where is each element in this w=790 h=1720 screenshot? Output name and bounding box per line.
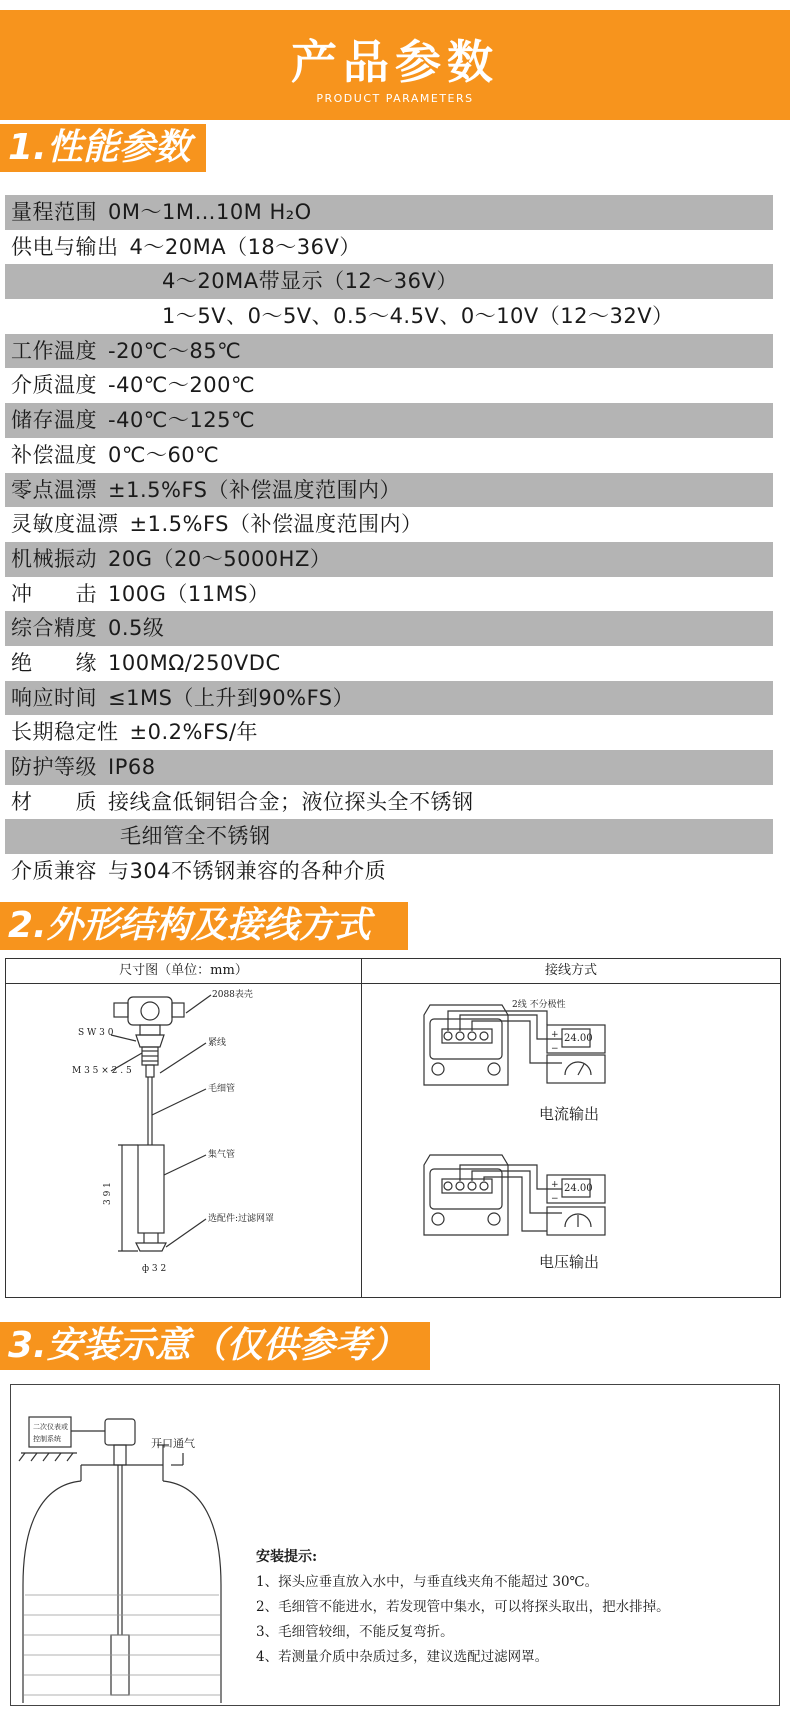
param-label: 机械振动: [11, 546, 97, 571]
param-label: 长期稳定性: [11, 720, 119, 745]
param-row: [5, 611, 773, 646]
wiring-header: 接线方式: [362, 959, 780, 984]
param-value: -40℃～125℃: [108, 408, 256, 433]
tips-title: 安装提示:: [256, 1549, 318, 1565]
param-label: 零点温漂: [11, 477, 97, 502]
tip-item: 2、毛细管不能进水，若发现管中集水，可以将探头取出，把水排掉。: [256, 1599, 670, 1615]
param-value: 100MΩ/250VDC: [108, 650, 281, 675]
header-banner: [0, 10, 790, 120]
param-row: [5, 750, 773, 785]
param-label: 补偿温度: [11, 442, 97, 467]
svg-text:+: +: [551, 1030, 559, 1040]
param-value: ±1.5%FS（补偿温度范围内）: [108, 477, 401, 502]
label-gland: 紧线: [208, 1038, 227, 1048]
param-label: 储存温度: [11, 408, 97, 433]
param-row: [5, 334, 773, 369]
display-value-voltage: 24.00: [564, 1183, 593, 1194]
param-value: 接线盒低铜铝合金；液位探头全不锈钢: [108, 789, 474, 814]
label-probe: 集气管: [208, 1150, 236, 1160]
diagram-panel: [5, 958, 781, 1298]
param-value: -20℃～85℃: [108, 338, 242, 363]
parameter-table: [5, 195, 773, 889]
param-row: [5, 819, 773, 854]
installation-panel: [10, 1384, 780, 1706]
label-filter: 选配件:过滤网罩: [208, 1214, 275, 1224]
section-2-heading: 2.外形结构及接线方式: [0, 902, 408, 950]
param-label: 冲 击: [11, 581, 97, 606]
tip-item: 4、若测量介质中杂质过多，建议选配过滤网罩。: [256, 1649, 549, 1665]
param-label: 灵敏度温漂: [11, 512, 119, 537]
param-label: 介质兼容: [11, 859, 97, 884]
param-row: [5, 715, 773, 750]
page-subtitle: PRODUCT PARAMETERS: [316, 92, 474, 105]
section-3-heading: 3.安装示意（仅供参考）: [0, 1322, 430, 1370]
param-value: 与304不锈钢兼容的各种介质: [108, 859, 387, 884]
param-value: 0℃～60℃: [108, 442, 220, 467]
label-housing: 2088表壳: [212, 990, 253, 1000]
param-row: [5, 854, 773, 889]
label-diameter: ф 3 2: [142, 1264, 167, 1274]
label-capillary: 毛细管: [208, 1084, 236, 1094]
instrument-label-1: 二次仪表或: [33, 1423, 68, 1431]
svg-text:−: −: [551, 1194, 559, 1204]
param-value: 4～20MA带显示（12～36V）: [162, 269, 458, 294]
label-thread: M 3 5 × 2 . 5: [72, 1066, 132, 1076]
param-label: 量程范围: [11, 200, 97, 224]
page-title: 产品参数: [291, 35, 499, 89]
dimension-drawing: [6, 985, 361, 1297]
svg-text:+: +: [551, 1180, 559, 1190]
param-row: [5, 542, 773, 577]
param-value: 20G（20～5000HZ）: [108, 546, 332, 571]
param-value: 毛细管全不锈钢: [120, 824, 271, 849]
param-value: -40℃～200℃: [108, 373, 256, 398]
param-row: [5, 195, 773, 230]
param-value: 0.5级: [108, 616, 165, 641]
section-1-heading: 1.性能参数: [0, 124, 206, 172]
param-label: 材 质: [11, 789, 97, 814]
param-value: ≤1MS（上升到90%FS）: [108, 685, 355, 710]
param-label: 介质温度: [11, 373, 97, 398]
wiring-note: 2线 不分极性: [512, 1000, 566, 1010]
tip-item: 3、毛细管较细，不能反复弯折。: [256, 1624, 454, 1640]
param-row: [5, 299, 773, 334]
svg-text:−: −: [551, 1044, 559, 1054]
param-value: ±1.5%FS（补偿温度范围内）: [129, 512, 423, 537]
instrument-label-2: 控制系统: [33, 1435, 61, 1443]
vent-label: 开口通气: [151, 1437, 195, 1450]
param-row: [5, 230, 773, 265]
installation-drawing: [11, 1385, 251, 1705]
param-row: [5, 473, 773, 508]
installation-tips: [256, 1545, 670, 1670]
param-label: 综合精度: [11, 616, 97, 641]
param-label: 防护等级: [11, 755, 97, 779]
param-row: [5, 577, 773, 612]
param-value: 1～5V、0～5V、0.5～4.5V、0～10V（12～32V）: [162, 304, 674, 329]
param-row: [5, 403, 773, 438]
tip-item: 1、探头应垂直放入水中，与垂直线夹角不能超过 30℃。: [256, 1574, 599, 1590]
param-label: 响应时间: [11, 685, 97, 710]
param-value: ±0.2%FS/年: [129, 720, 259, 745]
param-row: [5, 507, 773, 542]
param-row: [5, 785, 773, 820]
param-label: 工作温度: [11, 338, 97, 363]
voltage-output-caption: 电压输出: [539, 1253, 600, 1271]
param-row: [5, 438, 773, 473]
param-row: [5, 264, 773, 299]
param-row: [5, 646, 773, 681]
param-label: 绝 缘: [11, 650, 97, 675]
param-value: IP68: [108, 755, 156, 779]
display-value-current: 24.00: [564, 1033, 593, 1044]
param-label: 供电与输出: [11, 234, 119, 259]
param-value: 100G（11MS）: [108, 581, 270, 606]
current-output-caption: 电流输出: [539, 1105, 600, 1123]
label-hex: S W 3 0: [78, 1028, 114, 1038]
param-value: 0M～1M…10M H₂O: [108, 200, 312, 224]
param-row: [5, 681, 773, 716]
param-value: 4～20MA（18～36V）: [129, 234, 361, 259]
label-length: 3 9 1: [103, 1182, 113, 1205]
dimension-header: 尺寸图（单位：mm）: [6, 959, 361, 984]
param-row: [5, 368, 773, 403]
